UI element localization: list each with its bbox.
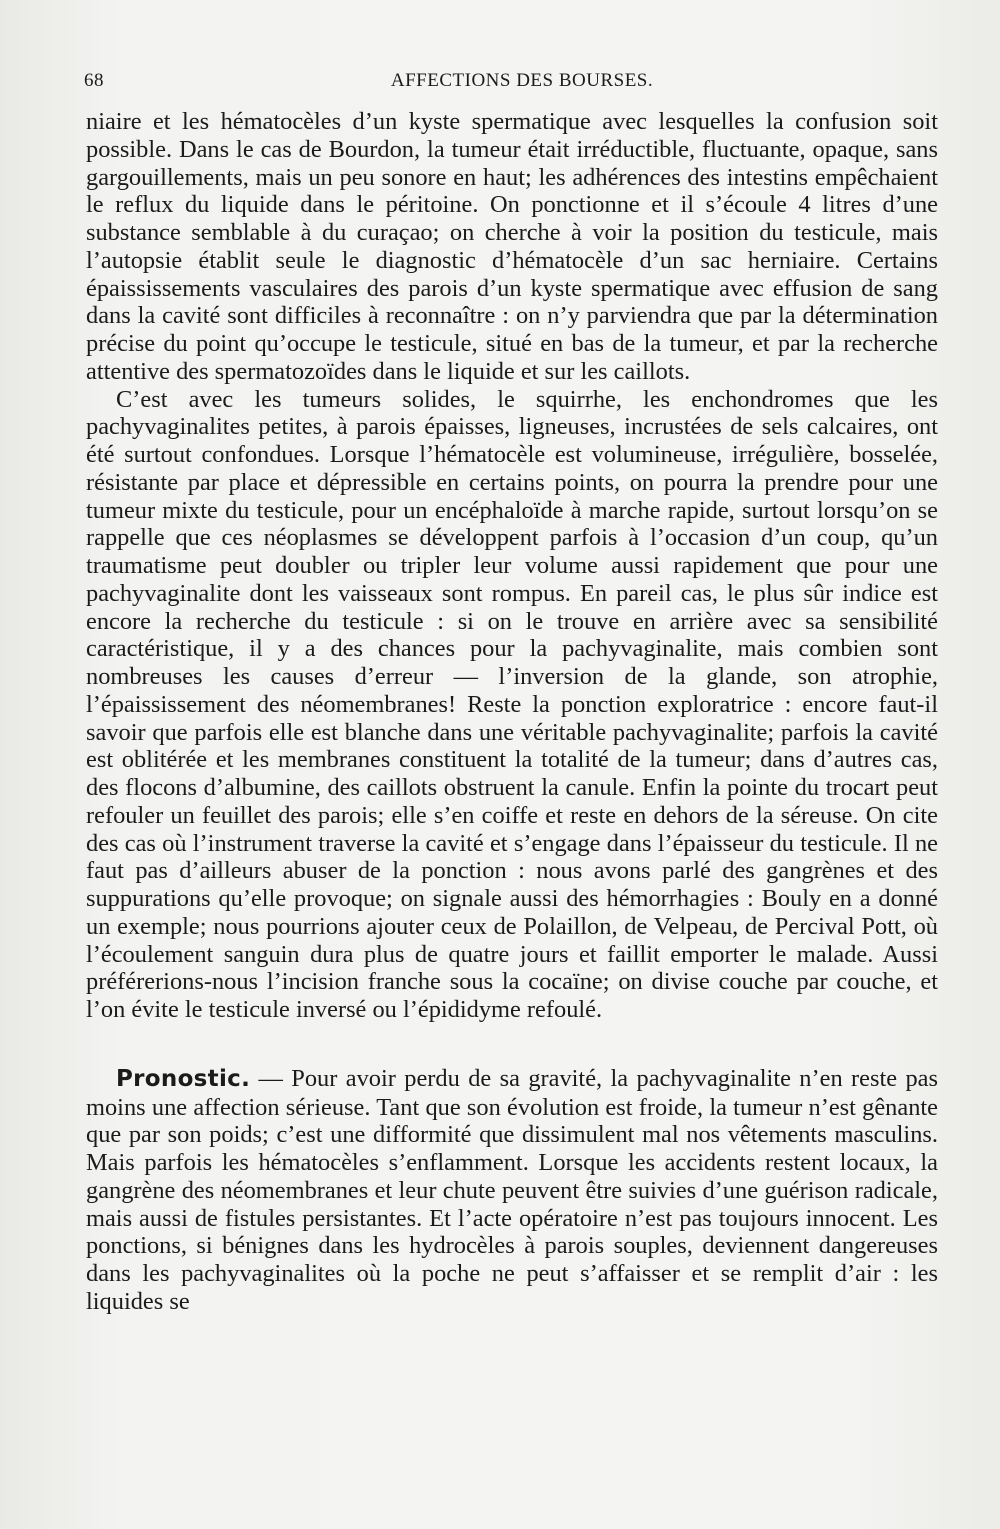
page-header	[84, 70, 940, 100]
section-text: — Pour avoir perdu de sa gravité, la pachyvaginalite n’en reste pas moins une affection sérieuse. Tant que son évolution est froide, la tumeur n’est gênante que par son poids; c’est une difformité que dissimulent mal nos vêtements masculins. Mais parfois les hématocèles s’enflamment. Lorsque les accidents restent locaux, la gangrène des néomembranes et leur chute peuvent être suivies d’une guérison radicale, mais aussi de fistules persistantes. Et l’acte opératoire n’est pas toujours innocent. Les ponctions, si bénignes dans les hydrocèles à parois souples, deviennent dangereuses dans les pachyvaginalites où la poche ne peut s’affaisser et se remplit d’air : les liquides se	[86, 1064, 938, 1315]
section-spacer	[86, 1024, 938, 1065]
paragraph-continuation: niaire et les hématocèles d’un kyste spermatique avec lesquelles la confusion soit possible. Dans le cas de Bourdon, la tumeur était irréductible, fluctuante, opaque, sans gargouillements, mais un peu sonore en haut; les adhérences des intestins empêchaient le reflux du liquide dans le péritoine. On ponctionne et il s’écoule 4 litres d’une substance semblable à du curaçao; on cherche à voir la position du testicule, mais l’autopsie établit seule le diagnostic d’hématocèle d’un sac herniaire. Certains épaississements vasculaires des parois d’un kyste spermatique avec effusion de sang dans la cavité sont difficiles à reconnaître : on n’y parviendra que par la détermination précise du point qu’occupe le testicule, situé en bas de la tumeur, et par la recherche attentive des spermatozoïdes dans le liquide et sur les caillots.	[86, 108, 938, 385]
body-text	[86, 108, 938, 1316]
section-heading: Pronostic.	[116, 1065, 251, 1092]
page-number: 68	[84, 70, 104, 91]
running-title: AFFECTIONS DES BOURSES.	[390, 70, 654, 91]
paragraph-pronostic	[86, 1065, 938, 1316]
paragraph-differential-diagnosis: C’est avec les tumeurs solides, le squirrhe, les enchondromes que les pachyvaginalites petites, à parois épaisses, ligneuses, incrustées de sels calcaires, ont été surtout confondues. Lorsque l’hématocèle est volumineuse, irrégulière, bosselée, résistante par place et dépressible en certains points, on pourra la prendre pour une tumeur mixte du testicule, pour un encéphaloïde à marche rapide, surtout lorsqu’on se rappelle que ces néoplasmes se développent parfois à l’occasion d’un coup, qu’un traumatisme peut doubler ou tripler leur volume aussi rapidement que pour une pachyvaginalite dont les vaisseaux sont rompus. En pareil cas, le plus sûr indice est encore la recherche du testicule : si on le trouve en arrière avec sa sensibilité caractéristique, il y a des chances pour la pachyvaginalite, mais combien sont nombreuses les causes d’erreur — l’inversion de la glande, son atrophie, l’épaississement des néomembranes! Reste la ponction exploratrice : encore faut-il savoir que parfois elle est blanche dans une véritable pachyvaginalite; parfois la cavité est oblitérée et les membranes constituent la totalité de la tumeur; dans d’autres cas, des flocons d’albumine, des caillots obstruent la canule. Enfin la pointe du trocart peut refouler un feuillet des parois; elle s’en coiffe et reste en dehors de la séreuse. On cite des cas où l’instrument traverse la cavité et s’engage dans l’épaisseur du testicule. Il ne faut pas d’ailleurs abuser de la ponction : nous avons parlé des gangrènes et des suppurations qu’elle provoque; on signale aussi des hémorrhagies : Bouly en a donné un exemple; nous pourrions ajouter ceux de Polaillon, de Velpeau, de Percival Pott, où l’écoulement sanguin dura plus de quatre jours et faillit emporter le malade. Aussi préférerions-nous l’incision franche sous la cocaïne; on divise couche par couche, et l’on évite le testicule inversé ou l’épididyme refoulé.	[86, 385, 938, 1023]
